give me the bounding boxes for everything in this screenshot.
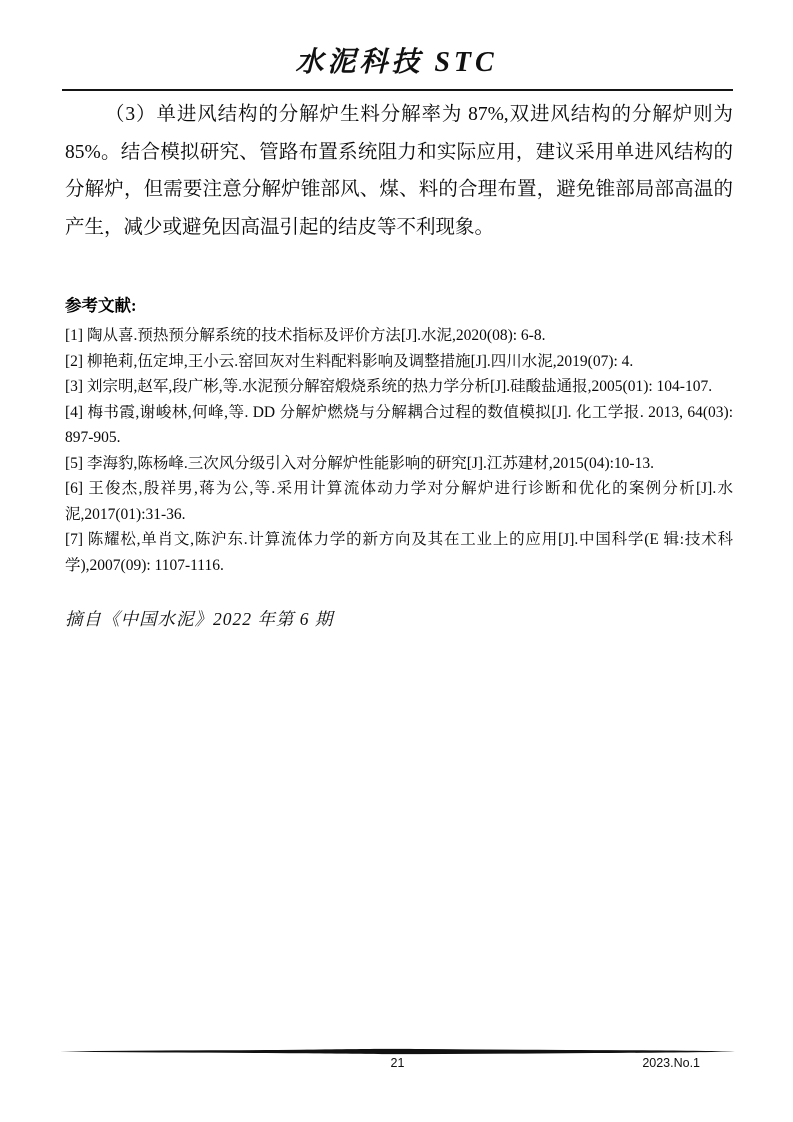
references-section <box>65 292 733 578</box>
reference-item-5: [5] 李海豹,陈杨峰.三次风分级引入对分解炉性能影响的研究[J].江苏建材,2015(04):10-13. <box>65 454 654 472</box>
reference-item-6: [6] 王俊杰,殷祥男,蒋为公,等.采用计算流体动力学对分解炉进行诊断和优化的案例分析[J].水泥,2017(01):31-36. <box>65 480 733 523</box>
reference-item-2: [2] 柳艳莉,伍定坤,王小云.窑回灰对生料配料影响及调整措施[J].四川水泥,2019(07): 4. <box>65 352 634 370</box>
page-number: 21 <box>390 1056 405 1070</box>
page-header <box>0 0 793 91</box>
reference-item-1: [1] 陶从喜.预热预分解系统的技术指标及评价方法[J].水泥,2020(08): 6-8. <box>65 327 546 344</box>
journal-title: 水泥科技 STC <box>295 47 498 78</box>
reference-item-7: [7] 陈耀松,单肖文,陈沪东.计算流体力学的新方向及其在工业上的应用[J].中国科学(E 辑:技术科学),2007(09): 1107-1116. <box>65 531 733 574</box>
source-note: 摘自《中国水泥》2022 年第 6 期 <box>65 609 334 629</box>
reference-item-4: [4] 梅书霞,谢峻林,何峰,等. DD 分解炉燃烧与分解耦合过程的数值模拟[J]. 化工学报. 2013, 64(03): 897-905. <box>65 403 733 446</box>
reference-item-3: [3] 刘宗明,赵军,段广彬,等.水泥预分解窑煅烧系统的热力学分析[J].硅酸盐通报,2005(01): 104-107. <box>65 378 713 395</box>
footer-row <box>60 1056 735 1072</box>
page-main <box>0 96 793 631</box>
issue-label: 2023.No.1 <box>642 1056 700 1070</box>
conclusion-paragraph: （3）单进风结构的分解炉生料分解率为 87%,双进风结构的分解炉则为 85%。结合模拟研究、管路布置系统阻力和实际应用，建议采用单进风结构的分解炉，但需要注意分解炉锥部风、煤、料的合理布置，避免锥部局部高温的产生，减少或避免因高温引起的结皮等不利现象。 <box>65 104 733 238</box>
references-heading: 参考文献: <box>65 296 137 315</box>
footer-rule <box>60 1048 735 1055</box>
page-footer <box>60 1048 735 1072</box>
header-rule <box>62 89 733 91</box>
